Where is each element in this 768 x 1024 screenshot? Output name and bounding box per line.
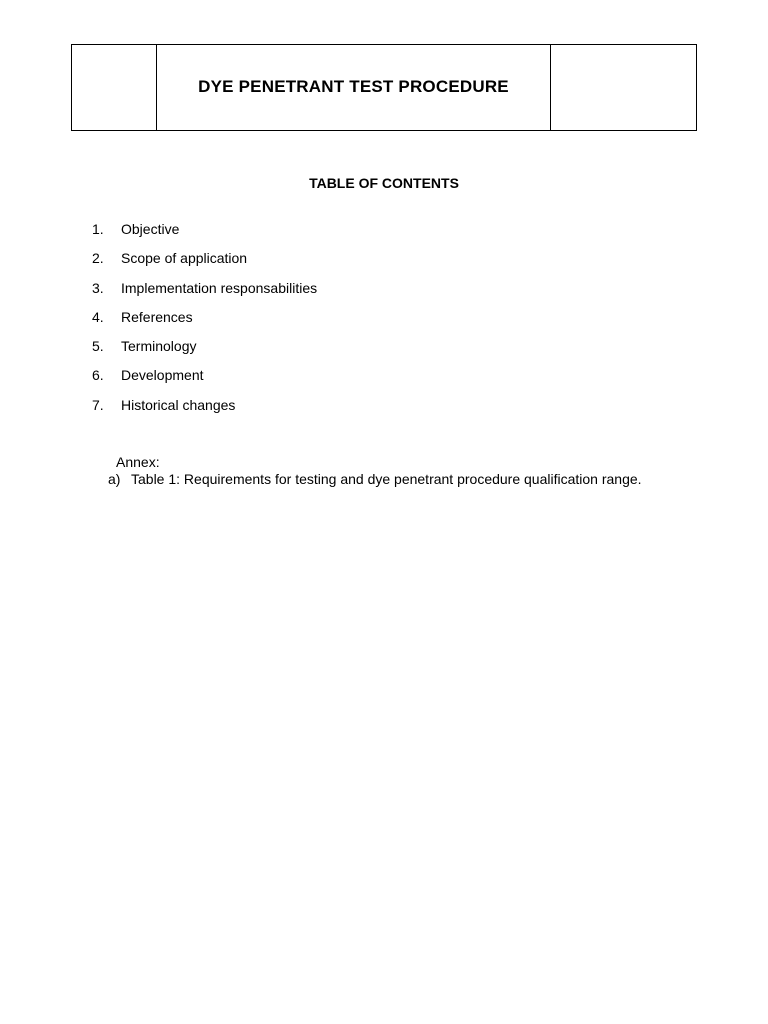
toc-item-label: Implementation responsabilities xyxy=(121,279,318,296)
toc-item xyxy=(92,309,317,338)
annex-item-text: Table 1: Requirements for testing and dye penetrant procedure qualification range. xyxy=(131,470,642,487)
toc-item xyxy=(92,397,317,426)
annex-item xyxy=(108,471,642,488)
header-title-cell xyxy=(157,45,551,131)
header-table xyxy=(71,44,697,131)
document-title: DYE PENETRANT TEST PROCEDURE xyxy=(198,77,509,96)
toc-item-number: 3. xyxy=(92,279,104,296)
annex-section xyxy=(108,454,642,487)
toc-item xyxy=(92,367,317,396)
toc-item xyxy=(92,338,317,367)
annex-item-letter: a) xyxy=(108,470,121,487)
toc-item-label: References xyxy=(121,308,193,325)
header-left-cell xyxy=(72,45,157,131)
toc-item-number: 5. xyxy=(92,338,104,355)
toc-item-label: Development xyxy=(121,367,204,384)
toc-item xyxy=(92,280,317,309)
toc-item-number: 7. xyxy=(92,396,104,413)
header-right-cell xyxy=(551,45,697,131)
toc-item-label: Historical changes xyxy=(121,396,236,413)
toc-item-number: 6. xyxy=(92,367,104,384)
annex-label: Annex: xyxy=(116,454,160,470)
toc-item-label: Objective xyxy=(121,221,180,237)
toc-item-number: 2. xyxy=(92,250,104,267)
toc-item-label: Scope of application xyxy=(121,250,248,267)
toc-item xyxy=(92,250,317,279)
toc-list xyxy=(92,221,317,426)
toc-item xyxy=(92,221,317,250)
toc-item-number: 1. xyxy=(92,221,104,237)
toc-item-number: 4. xyxy=(92,308,104,325)
toc-item-label: Terminology xyxy=(121,338,197,355)
toc-heading: TABLE OF CONTENTS xyxy=(309,175,459,191)
